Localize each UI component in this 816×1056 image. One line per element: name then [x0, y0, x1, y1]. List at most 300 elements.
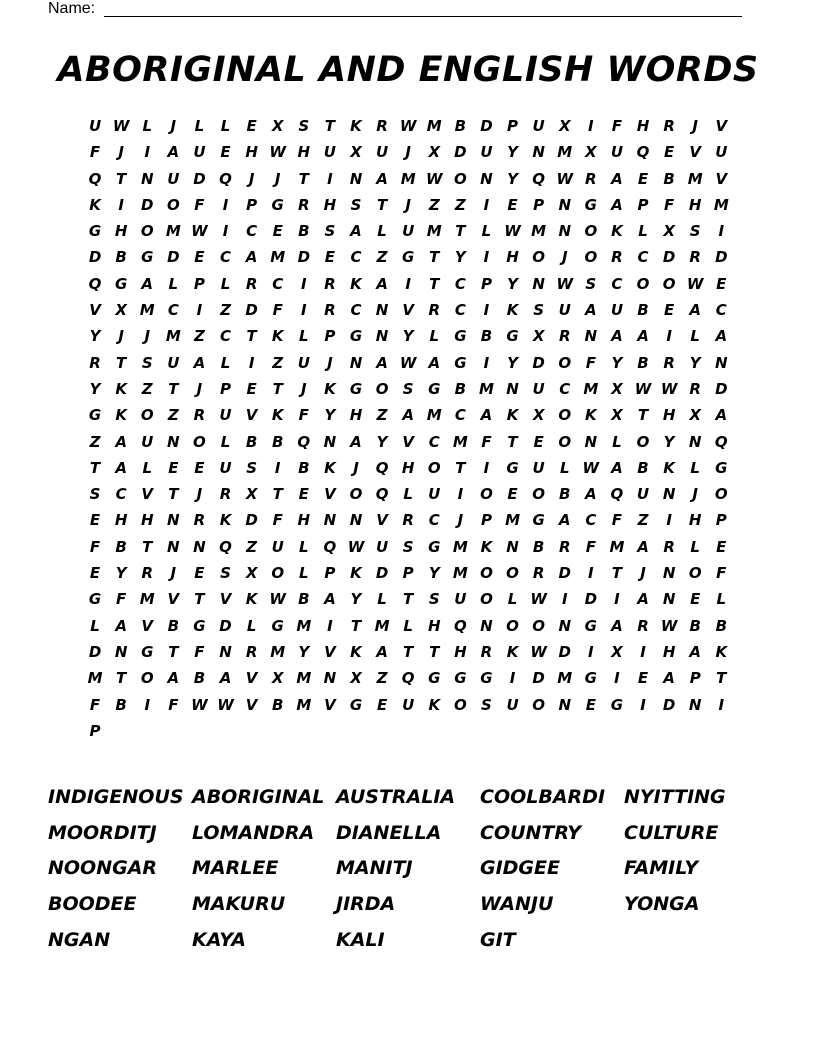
grid-letter: Y — [507, 353, 518, 372]
grid-letter: Q — [375, 485, 389, 504]
grid-letter: X — [245, 485, 258, 504]
grid-letter: I — [222, 195, 229, 214]
grid-letter: A — [689, 642, 701, 661]
grid-letter: S — [481, 695, 492, 714]
word-list-item: JIRDA — [336, 893, 396, 916]
grid-letter: N — [532, 274, 545, 293]
grid-letter: E — [507, 195, 518, 214]
grid-letter: X — [350, 669, 362, 688]
grid-letter: H — [297, 143, 311, 162]
grid-letter: N — [480, 169, 493, 188]
grid-letter: J — [196, 485, 203, 504]
grid-letter: G — [584, 195, 597, 214]
grid-letter: N — [688, 432, 702, 451]
grid-letter: A — [402, 406, 414, 425]
grid-letter: O — [480, 590, 493, 609]
grid-letter: B — [271, 432, 284, 451]
grid-letter: W — [530, 590, 547, 609]
name-label: Name: — [48, 0, 96, 17]
grid-letter: K — [271, 406, 284, 425]
word-list-item: COUNTRY — [480, 821, 582, 844]
grid-letter: D — [219, 616, 232, 635]
grid-letter: G — [88, 590, 102, 609]
grid-letter: I — [614, 590, 620, 609]
grid-letter: Y — [298, 642, 310, 661]
grid-letter: S — [246, 458, 258, 477]
grid-letter: S — [689, 222, 701, 241]
grid-letter: U — [375, 537, 389, 556]
grid-letter: N — [193, 537, 206, 556]
grid-letter: A — [663, 669, 675, 688]
grid-letter: W — [556, 274, 573, 293]
grid-letter: T — [116, 353, 127, 372]
grid-letter: T — [376, 195, 388, 214]
grid-letter: F — [585, 353, 596, 372]
grid-letter: T — [350, 616, 362, 635]
grid-letter: L — [299, 327, 309, 346]
grid-letter: G — [506, 458, 519, 477]
grid-letter: I — [666, 327, 672, 346]
grid-letter: Z — [220, 301, 231, 320]
grid-letter: T — [455, 222, 466, 241]
grid-letter: B — [298, 222, 310, 241]
grid-letter: E — [663, 301, 675, 320]
grid-letter: O — [532, 695, 546, 714]
name-field-line[interactable] — [104, 16, 742, 17]
grid-letter: B — [245, 432, 258, 451]
grid-letter: O — [532, 485, 546, 504]
grid-letter: Q — [88, 169, 102, 188]
word-list-item: COOLBARDI — [480, 786, 606, 808]
grid-letter: U — [558, 301, 571, 320]
grid-letter: Y — [689, 353, 701, 372]
grid-letter: I — [405, 274, 411, 293]
grid-letter: C — [350, 248, 362, 267]
grid-letter: C — [454, 274, 466, 293]
grid-letter: M — [557, 143, 573, 162]
grid-letter: C — [167, 301, 179, 320]
grid-letter: M — [426, 406, 442, 425]
grid-letter: T — [168, 642, 179, 661]
grid-letter: D — [375, 564, 389, 583]
grid-letter: T — [455, 458, 466, 477]
grid-letter: T — [272, 485, 283, 504]
grid-letter: O — [558, 353, 572, 372]
word-list-item: MOORDITJ — [48, 821, 157, 844]
grid-letter: C — [559, 379, 571, 398]
grid-letter: K — [271, 327, 284, 346]
grid-letter: P — [480, 274, 492, 293]
grid-letter: A — [611, 458, 623, 477]
grid-letter: W — [112, 117, 130, 135]
grid-letter: U — [610, 143, 624, 162]
grid-letter: R — [245, 274, 258, 293]
grid-letter: A — [350, 432, 362, 451]
grid-letter: N — [662, 590, 676, 609]
grid-letter: A — [167, 669, 180, 688]
grid-letter: Q — [297, 432, 311, 451]
grid-letter: I — [144, 695, 151, 714]
grid-letter: J — [274, 169, 281, 188]
grid-letter: M — [270, 248, 286, 267]
grid-letter: L — [559, 458, 570, 477]
grid-letter: I — [457, 485, 464, 504]
grid-letter: A — [428, 353, 441, 372]
grid-letter: A — [637, 327, 649, 346]
grid-letter: R — [298, 195, 310, 214]
grid-letter: L — [168, 274, 179, 293]
grid-letter: I — [327, 169, 333, 188]
grid-letter: A — [585, 485, 597, 504]
grid-letter: A — [219, 669, 232, 688]
grid-letter: D — [558, 642, 571, 661]
grid-letter: T — [716, 669, 727, 688]
grid-letter: X — [532, 406, 545, 425]
grid-letter: U — [193, 143, 206, 162]
grid-letter: D — [532, 669, 545, 688]
grid-letter: A — [611, 616, 623, 635]
grid-letter: S — [141, 353, 153, 372]
grid-letter: R — [637, 616, 649, 635]
grid-letter: R — [193, 406, 206, 425]
grid-letter: S — [428, 590, 440, 609]
grid-letter: K — [324, 458, 336, 477]
grid-letter: M — [713, 195, 729, 214]
grid-letter: X — [611, 379, 623, 398]
grid-letter: B — [689, 616, 701, 635]
grid-letter: O — [584, 222, 598, 241]
grid-letter: I — [301, 274, 307, 293]
grid-letter: H — [688, 195, 702, 214]
grid-letter: V — [402, 432, 414, 451]
word-list-item: INDIGENOUS — [48, 786, 184, 808]
grid-letter: H — [114, 511, 128, 530]
grid-letter: V — [245, 695, 258, 714]
grid-letter: S — [350, 195, 362, 214]
grid-letter: G — [428, 537, 441, 556]
grid-letter: J — [405, 143, 411, 162]
grid-letter: M — [270, 642, 286, 661]
grid-letter: S — [585, 274, 597, 293]
grid-letter: E — [246, 379, 257, 398]
grid-letter: T — [194, 590, 205, 609]
grid-letter: S — [402, 537, 414, 556]
grid-letter: X — [115, 301, 127, 320]
grid-letter: O — [271, 564, 285, 583]
grid-letter: B — [298, 458, 310, 477]
grid-letter: T — [324, 117, 335, 135]
grid-letter: J — [301, 379, 307, 398]
grid-letter: C — [454, 301, 466, 320]
grid-letter: W — [425, 169, 443, 188]
word-list-item: NGAN — [48, 928, 111, 951]
grid-letter: B — [115, 537, 127, 556]
grid-letter: F — [663, 195, 675, 214]
grid-letter: A — [376, 169, 388, 188]
grid-letter: W — [660, 616, 678, 635]
grid-letter: A — [324, 590, 336, 609]
grid-letter: U — [402, 695, 415, 714]
grid-letter: D — [715, 379, 728, 398]
grid-letter: J — [248, 169, 255, 188]
grid-letter: A — [376, 353, 388, 372]
grid-letter: Y — [402, 327, 414, 346]
grid-letter: R — [558, 537, 571, 556]
grid-letter: U — [402, 222, 415, 241]
grid-letter: W — [556, 169, 573, 188]
grid-letter: W — [191, 695, 208, 714]
grid-letter: R — [402, 511, 414, 530]
grid-letter: N — [662, 564, 676, 583]
grid-letter: K — [506, 301, 519, 320]
grid-letter: C — [220, 248, 232, 267]
grid-letter: O — [532, 248, 546, 267]
word-list-item: NOONGAR — [48, 857, 158, 880]
grid-letter: H — [506, 248, 519, 267]
grid-letter: N — [349, 169, 363, 188]
word-search-grid — [82, 113, 734, 744]
grid-letter: K — [115, 406, 127, 425]
grid-letter: Z — [193, 327, 205, 346]
grid-letter: U — [141, 432, 154, 451]
grid-letter: P — [533, 195, 545, 214]
grid-letter: L — [612, 432, 622, 451]
grid-letter: N — [323, 511, 337, 530]
grid-letter: Z — [89, 432, 101, 451]
grid-letter: B — [637, 301, 649, 320]
grid-letter: M — [426, 117, 442, 135]
grid-letter: D — [167, 248, 180, 267]
grid-letter: L — [716, 590, 727, 609]
grid-letter: O — [584, 248, 598, 267]
grid-letter: Z — [141, 379, 153, 398]
grid-letter: F — [168, 695, 179, 714]
grid-letter: T — [403, 642, 414, 661]
grid-letter: X — [532, 327, 545, 346]
grid-letter: P — [220, 379, 232, 398]
grid-letter: G — [454, 327, 467, 346]
grid-letter: F — [89, 143, 101, 162]
grid-letter: G — [584, 669, 597, 688]
grid-letter: U — [297, 353, 310, 372]
grid-letter: B — [271, 695, 284, 714]
grid-letter: K — [611, 222, 623, 241]
grid-letter: L — [220, 353, 231, 372]
grid-letter: F — [611, 117, 623, 135]
grid-letter: A — [115, 432, 127, 451]
grid-letter: B — [480, 327, 493, 346]
word-list-item: AUSTRALIA — [336, 786, 456, 808]
grid-letter: T — [89, 458, 101, 477]
grid-letter: T — [507, 432, 518, 451]
grid-letter: I — [561, 590, 568, 609]
grid-letter: G — [349, 327, 363, 346]
grid-letter: D — [141, 195, 154, 214]
grid-letter: O — [662, 274, 676, 293]
grid-letter: C — [115, 485, 127, 504]
grid-letter: L — [403, 616, 413, 635]
grid-letter: G — [480, 669, 493, 688]
grid-letter: H — [140, 511, 154, 530]
grid-letter: A — [715, 327, 728, 346]
grid-letter: X — [245, 564, 258, 583]
grid-letter: T — [246, 327, 257, 346]
grid-letter: Y — [611, 353, 623, 372]
grid-letter: N — [349, 511, 363, 530]
grid-letter: N — [114, 642, 128, 661]
grid-letter: N — [532, 143, 545, 162]
grid-letter: I — [483, 301, 490, 320]
grid-letter: A — [637, 590, 649, 609]
grid-letter: K — [89, 195, 101, 214]
grid-letter: K — [506, 406, 519, 425]
word-list-item: LOMANDRA — [192, 821, 315, 844]
grid-letter: D — [715, 248, 728, 267]
word-list-item: GIT — [480, 928, 516, 951]
grid-letter: K — [350, 117, 362, 135]
grid-letter: N — [480, 616, 493, 635]
grid-letter: H — [401, 458, 415, 477]
grid-letter: F — [89, 695, 101, 714]
grid-letter: I — [483, 248, 490, 267]
grid-letter: D — [454, 143, 467, 162]
grid-letter: E — [272, 222, 283, 241]
grid-letter: G — [715, 458, 728, 477]
grid-letter: R — [585, 169, 597, 188]
grid-letter: P — [637, 195, 649, 214]
grid-letter: X — [663, 222, 675, 241]
grid-letter: W — [347, 537, 365, 556]
grid-letter: N — [167, 432, 180, 451]
grid-letter: M — [139, 590, 155, 609]
grid-letter: W — [399, 353, 417, 372]
grid-letter: N — [558, 616, 572, 635]
grid-letter: W — [217, 695, 234, 714]
grid-letter: G — [88, 222, 102, 241]
grid-letter: Y — [454, 248, 466, 267]
grid-letter: T — [429, 274, 440, 293]
grid-letter: R — [245, 642, 258, 661]
grid-letter: K — [506, 642, 519, 661]
grid-letter: W — [634, 379, 652, 398]
grid-letter: V — [376, 511, 388, 530]
grid-letter: Q — [323, 537, 337, 556]
grid-letter: I — [118, 195, 124, 214]
grid-letter: V — [324, 485, 336, 504]
grid-letter: I — [718, 695, 725, 714]
grid-letter: E — [376, 695, 388, 714]
grid-letter: Q — [636, 143, 650, 162]
grid-letter: U — [610, 301, 624, 320]
grid-letter: G — [428, 669, 441, 688]
grid-letter: J — [118, 143, 124, 162]
grid-letter: D — [662, 248, 676, 267]
grid-letter: E — [637, 169, 649, 188]
grid-letter: R — [480, 642, 493, 661]
grid-letter: V — [245, 406, 258, 425]
grid-letter: N — [375, 301, 389, 320]
grid-letter: A — [141, 274, 154, 293]
grid-letter: T — [429, 248, 440, 267]
grid-letter: A — [167, 143, 180, 162]
grid-letter: N — [662, 485, 676, 504]
grid-letter: H — [662, 406, 676, 425]
grid-letter: R — [428, 301, 441, 320]
grid-letter: J — [561, 248, 568, 267]
grid-letter: H — [454, 642, 467, 661]
grid-letter: D — [88, 642, 102, 661]
grid-letter: W — [269, 590, 286, 609]
grid-letter: L — [246, 616, 257, 635]
grid-letter: S — [298, 117, 310, 135]
grid-letter: M — [296, 669, 312, 688]
grid-letter: D — [558, 564, 571, 583]
grid-letter: X — [689, 406, 701, 425]
grid-letter: E — [690, 590, 701, 609]
grid-letter: S — [533, 301, 545, 320]
grid-letter: U — [532, 379, 545, 398]
grid-letter: A — [611, 169, 623, 188]
word-list-item: NYITTING — [624, 786, 726, 808]
grid-letter: J — [640, 564, 646, 583]
grid-letter: J — [170, 117, 177, 135]
grid-letter: P — [246, 195, 258, 214]
grid-letter: H — [114, 222, 128, 241]
grid-letter: W — [399, 117, 417, 135]
grid-letter: I — [588, 564, 594, 583]
grid-letter: G — [402, 248, 415, 267]
grid-letter: Q — [714, 432, 728, 451]
grid-letter: B — [454, 379, 467, 398]
grid-letter: H — [245, 143, 258, 162]
grid-letter: Z — [454, 195, 466, 214]
grid-letter: H — [349, 406, 363, 425]
grid-letter: I — [274, 458, 281, 477]
grid-letter: U — [88, 117, 102, 135]
grid-letter: P — [689, 669, 701, 688]
grid-letter: O — [140, 406, 154, 425]
grid-letter: X — [350, 143, 362, 162]
grid-letter: T — [611, 564, 623, 583]
grid-letter: T — [116, 669, 127, 688]
grid-letter: U — [636, 485, 650, 504]
grid-letter: R — [689, 379, 701, 398]
grid-letter: D — [584, 590, 598, 609]
grid-letter: A — [115, 616, 127, 635]
grid-letter: E — [194, 458, 205, 477]
grid-letter: M — [505, 511, 521, 530]
grid-letter: H — [688, 511, 702, 530]
grid-letter: Y — [507, 274, 518, 293]
grid-letter: O — [166, 195, 180, 214]
grid-letter: Y — [663, 432, 675, 451]
grid-letter: D — [245, 301, 258, 320]
grid-letter: L — [377, 590, 387, 609]
grid-letter: K — [663, 458, 675, 477]
grid-letter: J — [692, 485, 698, 504]
grid-letter: K — [428, 695, 441, 714]
grid-letter: R — [663, 537, 675, 556]
grid-letter: T — [298, 169, 309, 188]
grid-letter: A — [558, 511, 571, 530]
grid-letter: O — [480, 564, 493, 583]
grid-letter: U — [167, 353, 180, 372]
grid-letter: A — [611, 195, 623, 214]
grid-letter: K — [585, 406, 597, 425]
grid-letter: V — [141, 616, 154, 635]
grid-letter: M — [687, 169, 703, 188]
grid-letter: Y — [507, 169, 518, 188]
